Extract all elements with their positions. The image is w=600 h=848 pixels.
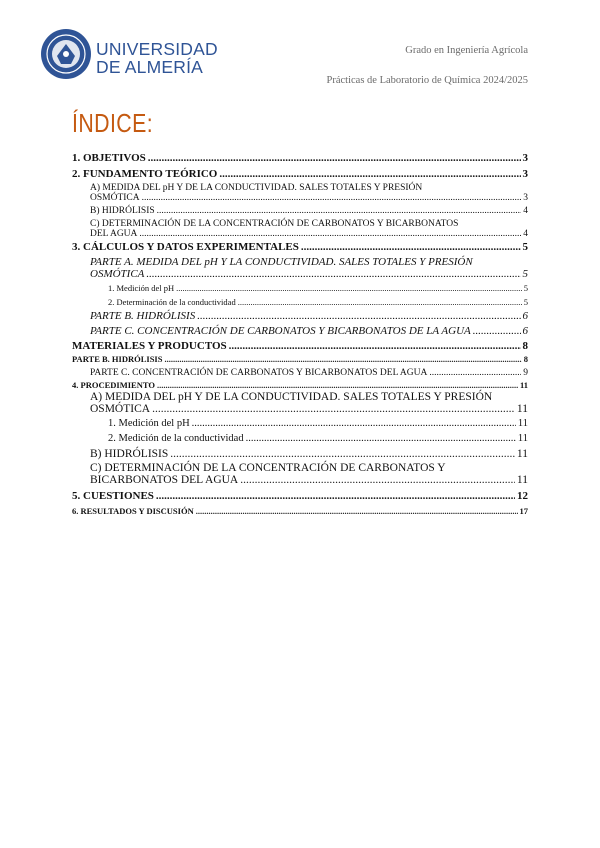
toc-entry-fundamento-c[interactable]: C) DETERMINACIÓN DE LA CONCENTRACIÓN DE CARBONATOS Y BICARBONATOS DEL AGUA ..... 4: [72, 219, 528, 239]
toc-entry-materiales-parte-b[interactable]: PARTE B. HIDRÓLISIS ..... 8: [72, 354, 528, 364]
toc-entry-procedimiento-b[interactable]: B) HIDRÓLISIS ..... 11: [72, 448, 528, 460]
toc-entry-fundamento-a[interactable]: A) MEDIDA DEL pH Y DE LA CONDUCTIVIDAD. SALES TOTALES Y PRESIÓN OSMÓTICA ..... 3: [72, 183, 528, 203]
toc-entry-procedimiento-conductividad[interactable]: 2. Medición de la conductividad ..... 11: [72, 433, 528, 444]
toc-entry-medicion-ph[interactable]: 1. Medición del pH ..... 5: [72, 283, 528, 293]
toc-entry-calculos[interactable]: 3. CÁLCULOS Y DATOS EXPERIMENTALES ..... 5: [72, 241, 528, 253]
toc-entry-determinacion-conductividad[interactable]: 2. Determinación de la conductividad ..... 5: [72, 297, 528, 307]
toc-entry-cuestiones[interactable]: 5. CUESTIONES ..... 12: [72, 490, 528, 502]
toc-entry-fundamento[interactable]: 2. FUNDAMENTO TEÓRICO ..... 3: [72, 168, 528, 180]
toc-entry-materiales-parte-c[interactable]: PARTE C. CONCENTRACIÓN DE CARBONATOS Y BICARBONATOS DEL AGUA ..... 9: [72, 368, 528, 378]
toc-entry-materiales[interactable]: MATERIALES Y PRODUCTOS ..... 8: [72, 340, 528, 352]
page-title: ÍNDICE:: [72, 108, 154, 138]
toc-entry-fundamento-b[interactable]: B) HIDRÓLISIS ..... 4: [72, 206, 528, 216]
toc-entry-parte-b[interactable]: PARTE B. HIDRÓLISIS ..... 6: [72, 310, 528, 322]
toc-entry-resultados[interactable]: 6. RESULTADOS Y DISCUSIÓN ..... 17: [72, 506, 528, 516]
degree-label: Grado en Ingeniería Agrícola: [405, 45, 528, 56]
toc-entry-parte-a[interactable]: PARTE A. MEDIDA DEL pH Y LA CONDUCTIVIDAD. SALES TOTALES Y PRESIÓN OSMÓTICA ..... 5: [72, 256, 528, 280]
university-wordmark: UNIVERSIDAD DE ALMERÍA: [96, 39, 218, 77]
university-logo: [40, 26, 220, 88]
toc-entry-procedimiento[interactable]: 4. PROCEDIMIENTO ..... 11: [72, 380, 528, 390]
table-of-contents: [72, 150, 528, 516]
toc-entry-procedimiento-a[interactable]: A) MEDIDA DEL pH Y DE LA CONDUCTIVIDAD. SALES TOTALES Y PRESIÓN OSMÓTICA ..... 11: [72, 391, 528, 415]
toc-entry-parte-c[interactable]: PARTE C. CONCENTRACIÓN DE CARBONATOS Y BICARBONATOS DE LA AGUA ..... 6: [72, 325, 528, 337]
toc-entry-procedimiento-c[interactable]: C) DETERMINACIÓN DE LA CONCENTRACIÓN DE CARBONATOS Y BICARBONATOS DEL AGUA ..... 11: [72, 462, 528, 486]
university-seal-icon: [40, 26, 92, 82]
toc-entry-procedimiento-ph[interactable]: 1. Medición del pH ..... 11: [72, 418, 528, 429]
toc-entry-objetivos[interactable]: 1. OBJETIVOS ..... 3: [72, 152, 528, 164]
course-label: Prácticas de Laboratorio de Química 2024/2025: [326, 75, 528, 86]
